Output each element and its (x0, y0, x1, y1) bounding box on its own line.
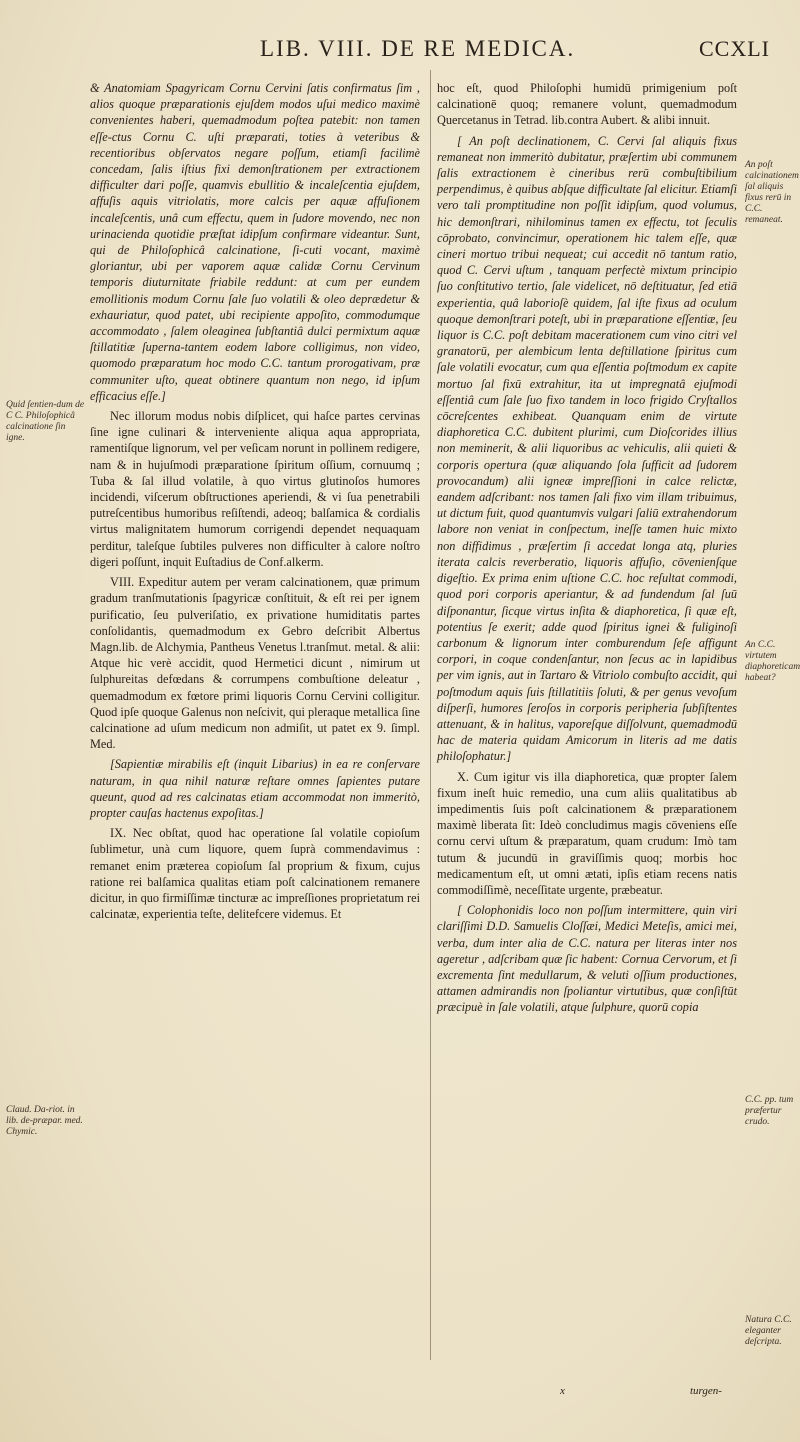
margin-note-right-4: Natura C.C. eleganter deſcripta. (745, 1315, 792, 1347)
paragraph-left-1: & Anatomiam Spagyricam Cornu Cervini ſatis confirmatus ſim , alios quoque præparationis ejuſdem modos uſui medico maximè convenientes haberi, quemadmodum poſtea patebit: non tamen eſſe-ctus Cornu C. uſti præparati, toties à veteribus & recentioribus obſervatos negare poſſum, etiamſi facilimè concedam, ſalis iſtius fixi demonſtrationem per extractionem difficulter dari poſſe, quamvis ebullitio & incaleſcentia ejuſdem, affuſis aquis vitriolatis, more calcis per aquæ affuſionem incaleſcentis, unâ cum effectu, quem in ſudore movendo, nec non urinacienda quotidie præſtat idipſum confirmare videantur. Sunt, qui de Philoſophicâ calcinatione, ſi-cuti vocant, maximè gloriantur, ubi per vaporem aquæ calidæ Cornu Cervinum temporis diuturnitate friabile reddunt: at cum per eundem emollitionis modum Cornu ſale ſuo volatili & oleo deprædetur & exhauriatur, quod patet, ubi recipiente appoſito, commodumque accommodato , ſalem oleaginea ſubſtantiâ dulci permixtum aquæ ſtillatitiæ ſuperna-tantem eodem labore colligimus, non video, quomodo præparatum hoc modo C.C. tantum prorogativam, præ communiter uſto, queat obtinere quantum non nego, id ipſum efficacius eſſe.] (90, 81, 420, 403)
catchword: turgen- (690, 1385, 722, 1397)
running-head: LIB. VIII. DE RE MEDICA. (260, 36, 576, 61)
signature-mark: x (560, 1385, 565, 1397)
left-column (90, 80, 420, 926)
paragraph-right-2: [ An poſt declinationem, C. Cervi ſal aliquis fixus remaneat non immeritò dubitatur, præſertim ubi communem ſalis extractionem è cineribus rerū combuſtibilium perpendimus, è quibus abſque difficultate ſal elicitur. Etiamſi vero tali promptitudine non poſſit idipſum, quod volumus, hic demonſtrari, nihilominus tamen ex effectu, tot ſeculis cōprobato, convincimur, operationem hic talem eſſe, quæ cineri mortuo tribui nequeat; cui accedit nō tantum ratio, quod C. Cervi uſtum , tanquam perfectè mixtum principio ſuo conſtitutivo tertio, ſale videlicet, nō deſtituatur, ſed etiā experientia, quâ laborioſè quidem, ſal iſte fixus ad oculum quoque demonſtrari poteſt, ubi in præparatione eſſentiæ, ſeu liquor is C.C. poſt debitam macerationem cum vino citri vel granatorū, per alembicum lenta deſtillatione ſpiritus cum ſale volatili evocatur, cum qua eſſentia poſtmodum ex capite mortuo ſal fixū extrahitur, ita ut impregnatâ ejuſmodi eſſentiâ cum ſale ſuo fixo tandem in loco frigido Cryſtallos cōcreſcentes exhibeat. Quanquam enim de virtute diaphoretica C.C. dubitent plurimi, cum Dioſcorides illius non meminerit, & alii liquoribus ac vehiculis, alii quieti & corporis opertura (quæ aliquando ſola ſufficit ad ſudorem provocandum) alii igneæ impreſſioni in calce relictæ, eandem adſcribant: nos tamen ſali fixo vim illam tribuimus, ut dictum fuit, quod quantumvis vulgari ſaliū extrahendorum labore non veniat in conſpectum, ineſſe tamen huic mixto non diffidimus , præſertim ſi accedat longa atq, pluries iterata calcis reverberatio, liquoris affuſio, cōvenienſque digeſtio. Ex prima enim uſtione C.C. hoc reſultat commodi, quod pori corporis aperiantur, & ad fundendum ſal ſuū diſponantur, ſicque virtus inſita & diaphoretica, ſi quæ eſt, potentius ſe exerit; adde quod ſpiritus ignei & fuliginoſi carbonum & lignorum inter comburendum ſeſe affigunt corpori, in coque condenſantur, non ſecus ac in lapidibus per vim ignis, aut in Tartaro & Vitriolo combuſto accidit, qui poſtmodum aquis ſuis ſtillatitiis ſoluti, & per genus vevoſum diſperſi, humores ſeroſos in corporis peripheria ſubſiſtentes attenuant, & in halitus, vaporeſque diſſolvunt, quemadmodū hac de materia quidam Amicorum in literis ad me datis philoſophatur.] (437, 133, 737, 764)
margin-note-right-3: C.C. pp. tum præfertur crudo. (745, 1095, 794, 1127)
folio-number: CCXLI (699, 36, 770, 61)
paragraph-left-2: Nec illorum modus nobis diſplicet, qui haſce partes cervinas ſine igne culinari & interveniente aliqua aqua appropriata, ramentiſque lignorum, vel per veſicam norunt in pollinem redigere, nam & in hujuſmodi præparatione ſpiritum oſſium, cornuumq ; Tuba & ſal illud volatile, à quo virtus glutinoſos humores incidendi, viſcerum obſtructiones aperiendi, & vi ſua penetrabili putreſcentibus humoribus reſiſtendi, adeoq; balſamica & cordialis virtus malignitatem humorum corrigendi dependet nequaquam perditur, taleſque ſubtiles pulveres non difficulter à calore noſtro digeri poſſunt, inquit Euſtadius de Conf.alkerm. (90, 409, 420, 569)
paragraph-left-4: [Sapientiæ mirabilis eſt (inquit Libarius) in ea re conſervare naturam, in qua nihil naturæ reſtare omnes ſapientes putare queunt, quod ad res calcinatas etiam accommodat non immeritò, propter cauſas hactenus expoſitas.] (90, 757, 420, 820)
margin-note-right-1: An poſt calcinationem ſal aliquis fixus rerū in C.C. remaneat. (745, 160, 799, 225)
column-divider (430, 70, 431, 1360)
paragraph-left-3: VIII. Expeditur autem per veram calcinationem, quæ primum gradum tranſmutationis ſpagyricæ conſtituit, & eſt rei per ignem purificatio, ſeu pulveriſatio, ex privatione humiditatis partes conſolidantis, quemadmodum ex Gebro deſcribit Albertus Magn.lib. de Alchymia, Pantheus Venetus l.tranſmut. metal. & alii: Atque hic verè accidit, quod Hermetici dicunt , nimirum ut ſulphureitas defœdans & corrumpens combuſtione deleatur , quemadmodum ex fœtore primi liquoris Cornu Cervini colligitur. Quod ipſe quoque Galenus non neſcivit, qui pleraque metallica ſine calcinatione ad uſum medicum non admiſit, ut patet ex 9. ſimpl. Med. (90, 575, 420, 752)
margin-note-right-2: An C.C. virtutem diaphoreticam habeat? (745, 640, 800, 683)
paragraph-right-1: hoc eſt, quod Philoſophi humidū primigenium poſt calcinationē quoq; remanere volunt, quemadmodum Quercetanus in Tetrad. lib.contra Aubert. & alibi innuit. (437, 81, 737, 128)
paragraph-right-3: X. Cum igitur vis illa diaphoretica, quæ propter ſalem fixum ineſt huic remedio, una cum aliis qualitatibus ab impedimentis ſuis poſt calcinationem & præparationem maximè liberata ſit: Ideò concludimus magis cōveniens eſſe cornu cervi uſtum & præparatum, quam crudum: Imò tam tutum & jucundū in graviſſimis quoq; morbis hoc medicamentum eſt, ut omni ætati, ipſis etiam recens natis commodiſſimè, neceſſitate urgente, præbeatur. (437, 769, 737, 897)
right-column (437, 80, 737, 1020)
paragraph-right-4: [ Colophonidis loco non poſſum intermittere, quin viri clariſſimi D.D. Samuelis Cloſſæi, Medici Meteſis, amici mei, verba, dum inter alia de C.C. natura per literas inter nos ageretur , adſcribam quæ ſic habent: Cornua Cervorum, et ſi excrementa ſint medullarum, & veluti oſſium productiones, attamen admirandis non ſpoliantur virtutibus, quæ conſiſtūt præcipuè in ſale volatili, atque ſulphure, quorū copia (437, 903, 737, 1015)
paragraph-left-5: IX. Nec obſtat, quod hac operatione ſal volatile copioſum ſublimetur, unà cum liquore, quem ſuprà commendavimus : remanet enim præterea copioſum ſal proprium & fixum, cujus ratione rei balſamica qualitas etiam poſt calcinationem remanere dicitur, in quo firmiſſimæ tincturæ ac impreſſiones proprietatum rei calcinatæ, experientia teſte, delitefcere videmus. Et (90, 826, 420, 922)
margin-note-left-2: Claud. Da-riot. in lib. de-præpar. med. Chymic. (6, 1105, 83, 1137)
page-header (250, 30, 784, 70)
margin-note-left-1: Quid ſentien-dum de C C. Philoſophicâ calcinatione ſin igne. (6, 400, 85, 443)
